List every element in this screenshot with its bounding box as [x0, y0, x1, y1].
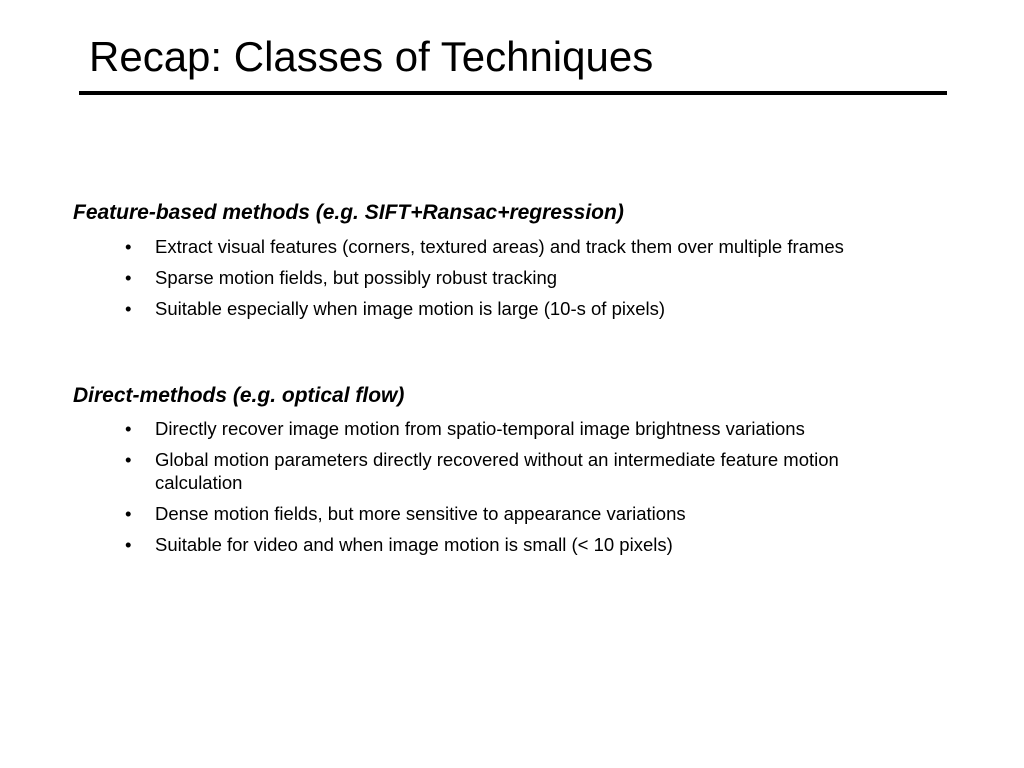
- section-heading-direct-methods: Direct-methods (e.g. optical flow): [73, 384, 405, 407]
- bullet-dot: •: [125, 236, 132, 257]
- title-underline: [79, 91, 947, 95]
- bullet-text: Dense motion fields, but more sensitive to appearance variations: [155, 503, 686, 524]
- bullet-text: Extract visual features (corners, textured areas) and track them over multiple frames: [155, 236, 844, 257]
- bullet-item: [0, 266, 875, 289]
- bullet-item: [0, 533, 875, 556]
- bullet-list-feature-based: [0, 235, 875, 328]
- bullet-dot: •: [125, 298, 132, 319]
- bullet-text: Sparse motion fields, but possibly robust tracking: [155, 267, 558, 288]
- bullet-item: [0, 297, 875, 320]
- bullet-dot: •: [125, 534, 132, 555]
- bullet-item: [0, 448, 875, 494]
- section-heading-feature-based: Feature-based methods (e.g. SIFT+Ransac+regression): [73, 201, 624, 224]
- bullet-dot: •: [125, 449, 132, 470]
- bullet-dot: •: [125, 267, 132, 288]
- bullet-list-direct-methods: [0, 417, 875, 564]
- slide-title: Recap: Classes of Techniques: [89, 33, 654, 80]
- bullet-dot: •: [125, 503, 132, 524]
- bullet-text: Directly recover image motion from spatio-temporal image brightness variations: [155, 418, 805, 439]
- bullet-text: Suitable especially when image motion is large (10-s of pixels): [155, 298, 666, 319]
- bullet-text: Global motion parameters directly recovered without an intermediate feature motion calculation: [155, 449, 839, 493]
- bullet-text: Suitable for video and when image motion is small (< 10 pixels): [155, 534, 673, 555]
- bullet-item: [0, 417, 875, 440]
- bullet-item: [0, 235, 875, 258]
- bullet-dot: •: [125, 418, 132, 439]
- bullet-item: [0, 502, 875, 525]
